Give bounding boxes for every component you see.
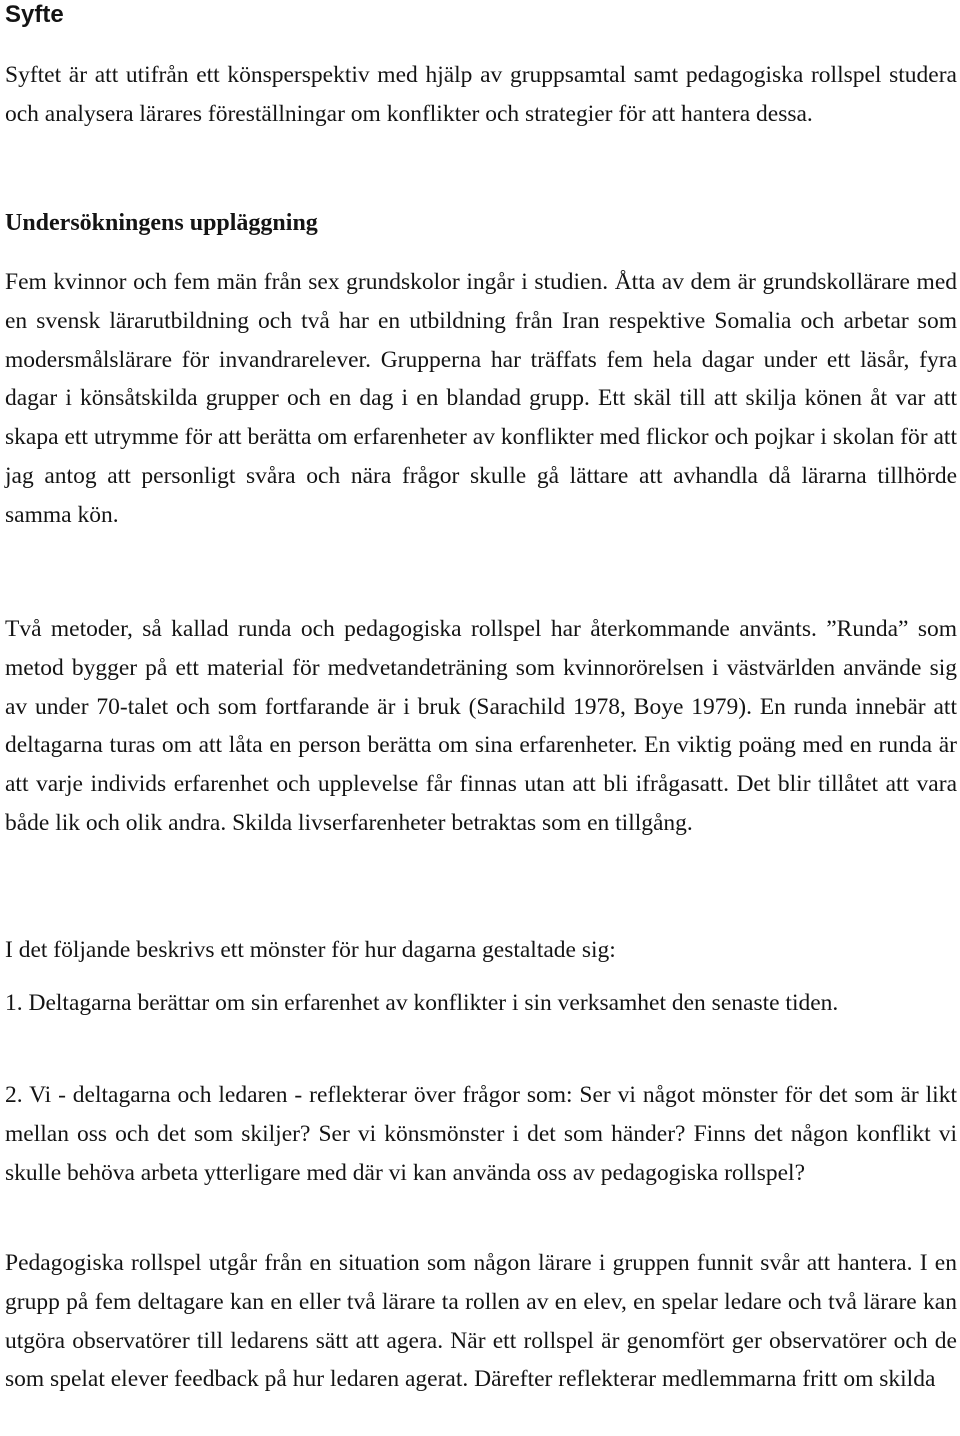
list-item-1: 1. Deltagarna berättar om sin erfarenhet av konflikter i sin verksamhet den senaste tiden. (5, 990, 839, 1016)
heading-undersokningens-upplaggning: Undersökningens uppläggning (5, 210, 318, 236)
heading-syfte: Syfte (5, 1, 64, 28)
paragraph-syfte: Syftet är att utifrån ett könsperspektiv med hjälp av gruppsamtal samt pedagogiska rollspel studera och analysera lärares föreställningar om konflikter och strategier för att hantera dessa. (5, 62, 957, 127)
paragraph-upplaggning: Fem kvinnor och fem män från sex grundskolor ingår i studien. Åtta av dem är grundskollärare med en svensk lärarutbildning och två har en utbildning från Iran respektive Somalia och arbetar som modersmålslärare för invandrarelever. Grupperna har träffats fem hela dagar under ett läsår, fyra dagar i könsåtskilda grupper och en dag i en blandad grupp. Ett skäl till att skilja könen åt var att skapa ett utrymme för att berätta om erfarenheter av konflikter med flickor och pojkar i skolan för att jag antog att personligt svåra och nära frågor skulle gå lättare att avhandla då lärarna tillhörde samma kön. (5, 269, 957, 528)
list-item-2: 2. Vi - deltagarna och ledaren - reflekterar över frågor som: Ser vi något mönster för det som är likt mellan oss och det som skiljer? Ser vi könsmönster i det som händer? Finns det någon konflikt vi skulle behöva arbeta ytterligare med där vi kan använda oss av pedagogiska rollspel? (5, 1082, 957, 1186)
paragraph-metoder: Två metoder, så kallad runda och pedagogiska rollspel har återkommande använts. ”Runda” som metod bygger på ett material för medvetandeträning som kvinnorörelsen i västvärlden använde sig av under 70-talet och som fortfarande är i bruk (Sarachild 1978, Boye 1979). En runda innebär att deltagarna turas om att låta en person berätta om sina erfarenheter. En viktig poäng med en runda är att varje individs erfarenhet och upplevelse får finnas utan att bli ifrågasatt. Det blir tillåtet att vara både lik och olik andra. Skilda livserfarenheter betraktas som en tillgång. (5, 616, 957, 836)
paragraph-monster-intro: I det följande beskrivs ett mönster för hur dagarna gestaltade sig: (5, 937, 616, 963)
paragraph-rollspel: Pedagogiska rollspel utgår från en situation som någon lärare i gruppen funnit svår att hantera. I en grupp på fem deltagare kan en eller två lärare ta rollen av en elev, en spelar ledare och två lärare kan utgöra observatörer till ledarens sätt att agera. När ett rollspel är genomfört ger observatörer och de som spelat elever feedback på hur ledaren agerat. Därefter reflekterar medlemmarna fritt om skilda (5, 1250, 957, 1393)
